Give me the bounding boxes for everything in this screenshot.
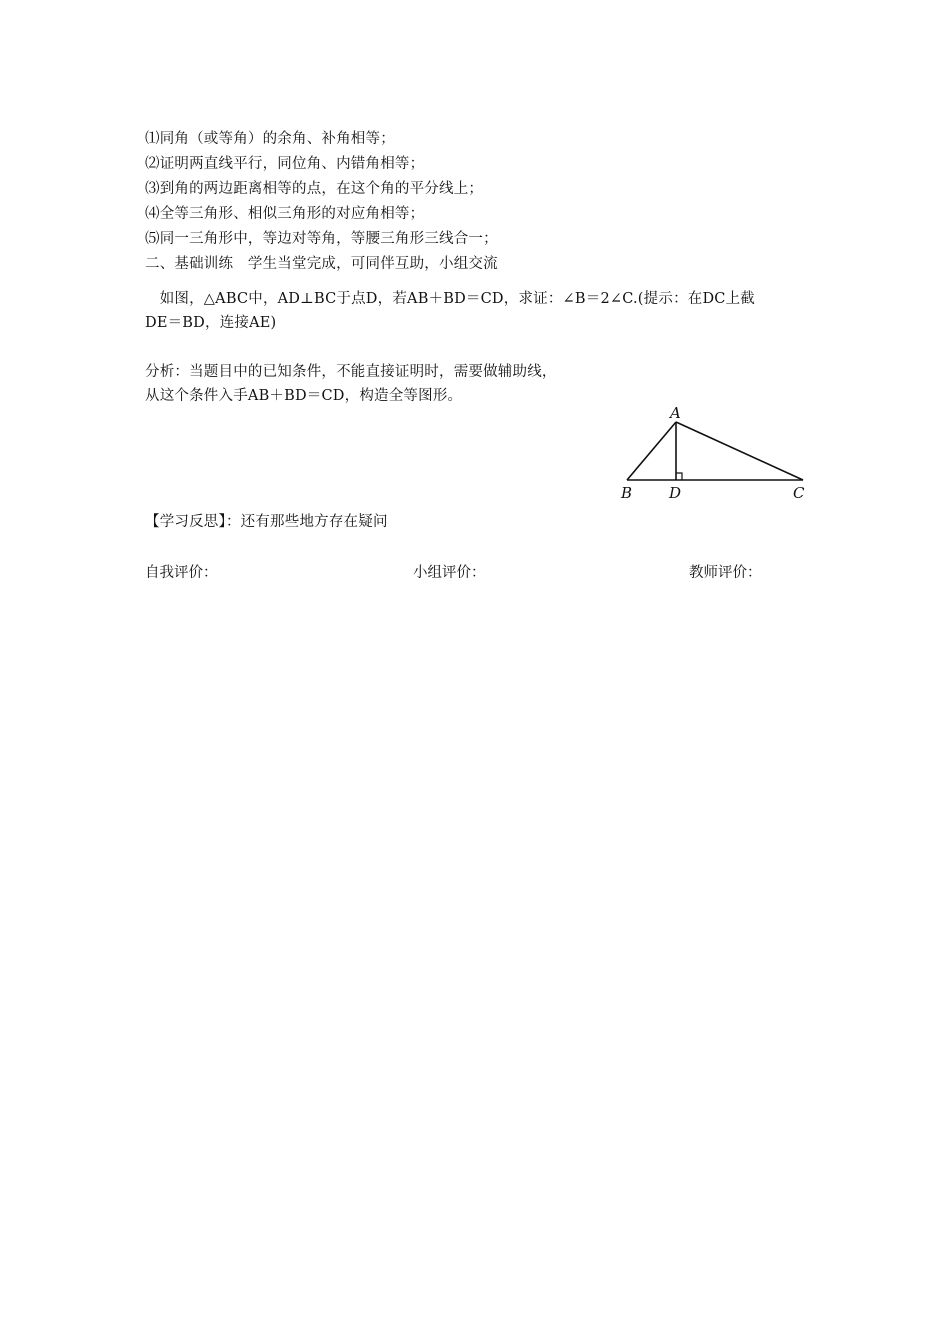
segment-ac bbox=[676, 422, 803, 480]
segment-ab bbox=[627, 422, 676, 480]
list-item-1: ⑴同角（或等角）的余角、补角相等； bbox=[145, 131, 395, 147]
list-item-5: ⑸同一三角形中，等边对等角，等腰三角形三线合一； bbox=[145, 231, 498, 247]
list-item-2: ⑵证明两直线平行，同位角、内错角相等； bbox=[145, 156, 425, 172]
section-heading: 二、基础训练 学生当堂完成，可同伴互助，小组交流 bbox=[145, 256, 498, 272]
label-d: D bbox=[669, 484, 682, 502]
teacher-evaluation-label: 教师评价： bbox=[689, 565, 762, 581]
label-a: A bbox=[670, 404, 681, 422]
self-evaluation-label: 自我评价： bbox=[145, 565, 218, 581]
problem-line-1: 如图，△ABC中，AD⊥BC于点D，若AB＋BD＝CD，求证：∠B＝2∠C.(提示：在DC上截 bbox=[145, 291, 755, 307]
list-item-3: ⑶到角的两边距离相等的点，在这个角的平分线上； bbox=[145, 181, 484, 197]
group-evaluation-label: 小组评价： bbox=[413, 565, 486, 581]
analysis-line-1: 分析：当题目中的已知条件，不能直接证明时，需要做辅助线， bbox=[145, 364, 557, 380]
right-angle-mark bbox=[676, 473, 682, 480]
triangle-figure bbox=[612, 402, 816, 504]
list-item-4: ⑷全等三角形、相似三角形的对应角相等； bbox=[145, 206, 425, 222]
problem-line-2: DE＝BD，连接AE) bbox=[145, 315, 277, 331]
analysis-line-2: 从这个条件入手AB＋BD＝CD，构造全等图形。 bbox=[145, 388, 463, 404]
reflection-heading: 【学习反思】：还有那些地方存在疑问 bbox=[145, 514, 388, 530]
label-c: C bbox=[793, 484, 805, 502]
label-b: B bbox=[621, 484, 633, 502]
